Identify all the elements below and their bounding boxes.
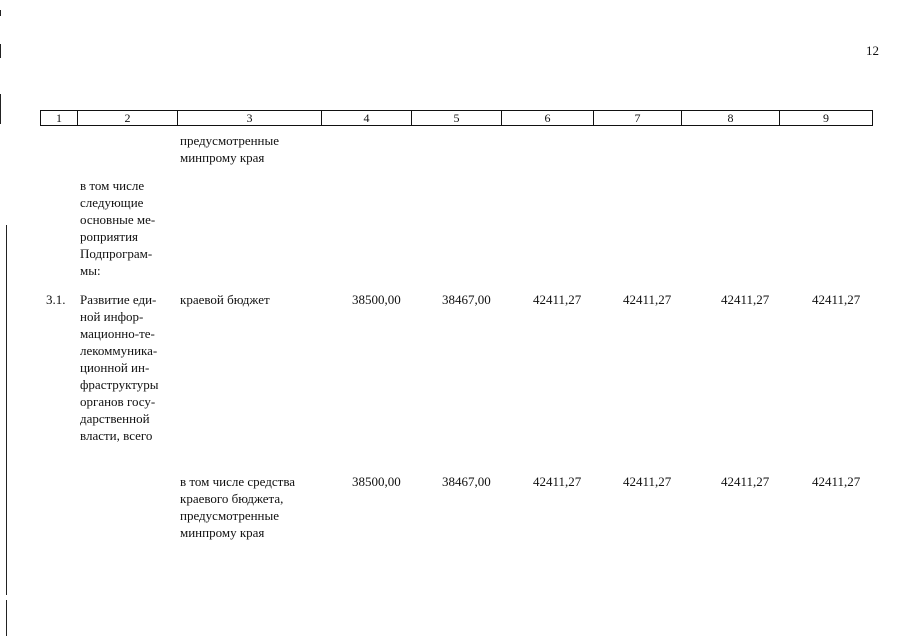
value-col-5: 38467,00 xyxy=(442,292,491,307)
text-line: минпрому края xyxy=(180,150,265,165)
header-col-3: 3 xyxy=(178,111,322,125)
text-line: предусмотренные xyxy=(180,508,280,523)
header-col-2: 2 xyxy=(78,111,178,125)
text-line: дарственной xyxy=(80,411,150,426)
text-line: власти, всего xyxy=(80,428,153,443)
value-col-9: 42411,27 xyxy=(812,474,861,489)
text-line: ционной ин- xyxy=(80,360,150,375)
text-line: в том числе средства xyxy=(180,474,296,489)
value-col-6: 42411,27 xyxy=(533,292,582,307)
header-col-4: 4 xyxy=(322,111,412,125)
scan-edge-mark xyxy=(0,94,1,124)
text-line: ной инфор- xyxy=(80,309,144,324)
row-number: 3.1. xyxy=(46,292,66,307)
header-col-7: 7 xyxy=(594,111,682,125)
header-col-1: 1 xyxy=(41,111,78,125)
text-line: краевой бюджет xyxy=(180,292,270,307)
value-col-5: 38467,00 xyxy=(442,474,491,489)
text-line: Развитие еди- xyxy=(80,292,157,307)
value-col-4: 38500,00 xyxy=(352,474,401,489)
value-col-6: 42411,27 xyxy=(533,474,582,489)
text-line: лекоммуника- xyxy=(80,343,158,358)
page-number: 12 xyxy=(866,43,879,58)
row-name xyxy=(80,291,174,444)
subsection-label xyxy=(80,177,174,279)
header-col-8: 8 xyxy=(682,111,780,125)
value-col-9: 42411,27 xyxy=(812,292,861,307)
text-line: органов госу- xyxy=(80,394,156,409)
text-line: минпрому края xyxy=(180,525,265,540)
text-line: мационно-те- xyxy=(80,326,155,341)
value-col-4: 38500,00 xyxy=(352,292,401,307)
text-line: следующие xyxy=(80,195,144,210)
text-line: роприятия xyxy=(80,229,139,244)
text-line: Подпрограм- xyxy=(80,246,153,261)
value-col-7: 42411,27 xyxy=(623,474,672,489)
text-line: в том числе xyxy=(80,178,145,193)
value-col-8: 42411,27 xyxy=(721,474,770,489)
text-line: мы: xyxy=(80,263,101,278)
text-line: основные ме- xyxy=(80,212,156,227)
value-col-8: 42411,27 xyxy=(721,292,770,307)
scan-edge-mark xyxy=(6,600,7,636)
table-header-row xyxy=(40,110,873,126)
header-col-9: 9 xyxy=(823,111,829,125)
value-col-7: 42411,27 xyxy=(623,292,672,307)
row-source xyxy=(180,291,320,308)
scan-edge-mark xyxy=(0,10,1,16)
text-line: фраструктуры xyxy=(80,377,159,392)
header-col-6: 6 xyxy=(502,111,594,125)
text-line: краевого бюджета, xyxy=(180,491,284,506)
text-line: предусмотренные xyxy=(180,133,280,148)
scan-edge-mark xyxy=(0,44,1,58)
header-col-5: 5 xyxy=(412,111,502,125)
row-source xyxy=(180,473,316,541)
scan-edge-mark xyxy=(6,225,7,595)
continuation-source xyxy=(180,132,320,166)
